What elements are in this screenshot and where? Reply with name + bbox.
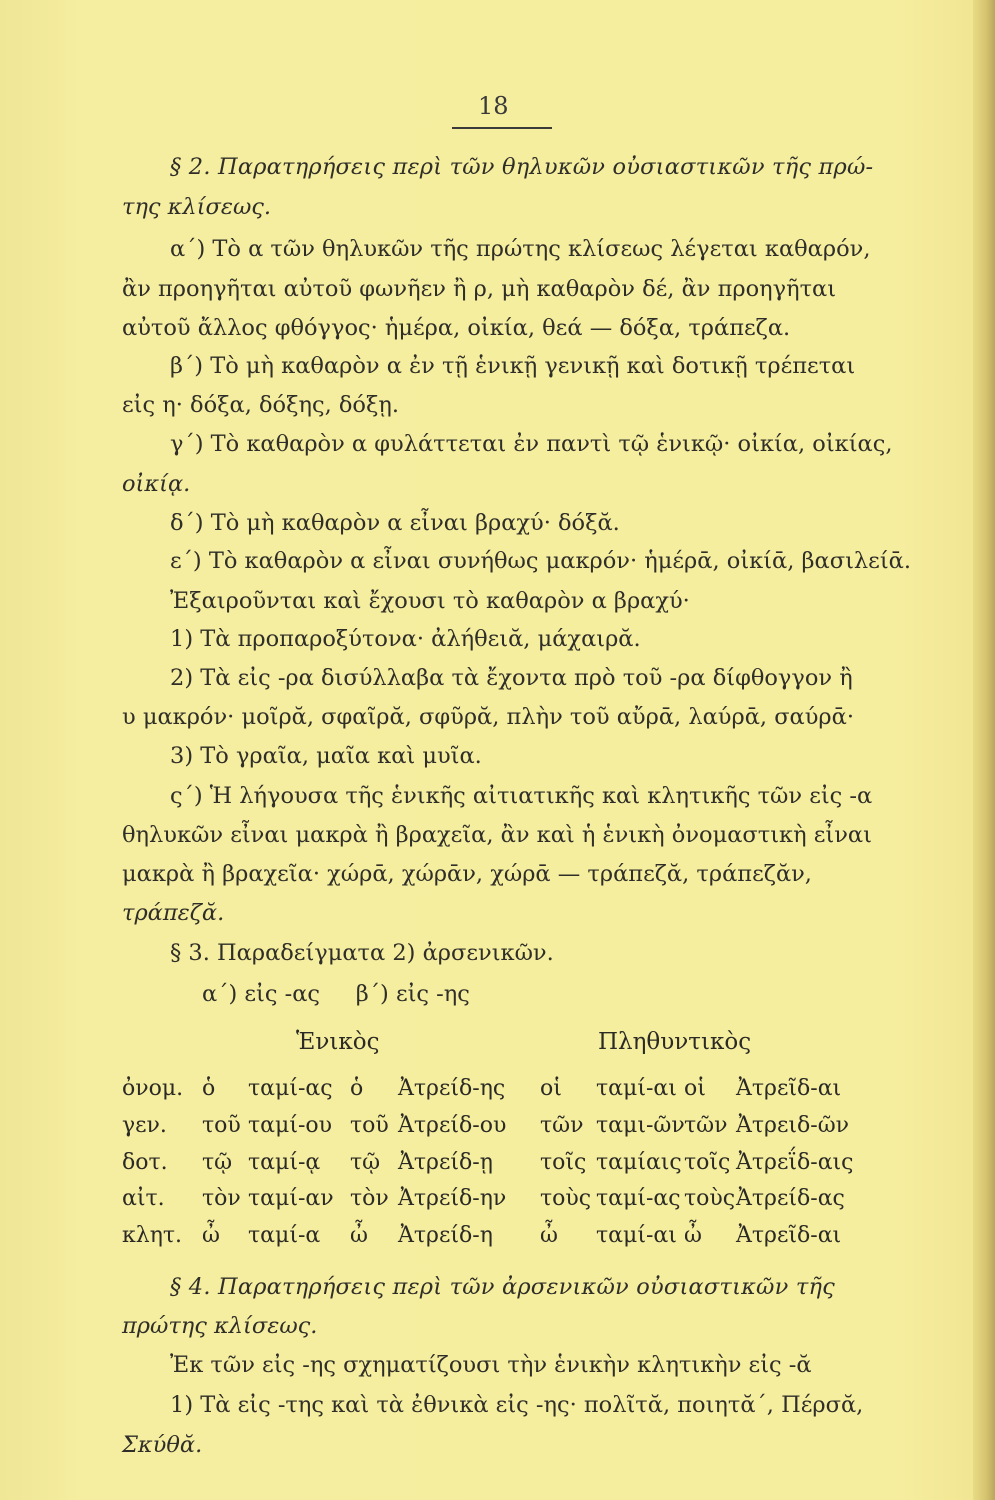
article: ὦ [350, 1223, 368, 1248]
article: ὁ [202, 1076, 216, 1101]
article: τοὺς [684, 1186, 736, 1211]
para-c-line-1: γ΄) Τὸ καθαρὸν α φυλάττεται ἐν παντὶ τῷ ἑνικῷ· οἰκία, οἰκίας, [170, 431, 893, 457]
para-e-line-1: ε΄) Τὸ καθαρὸν α εἶναι συνήθως μακρόν· ἡμέρᾱ, οἰκίᾱ, βασιλείᾱ. [170, 548, 911, 574]
article: τοῖς [684, 1150, 731, 1175]
section-2-title-line-1: § 2. Παρατηρήσεις περὶ τῶν θηλυκῶν οὐσιαστικῶν τῆς πρώ- [170, 154, 874, 180]
para-e-item-3: 3) Τὸ γραῖα, μαῖα καὶ μυῖα. [170, 743, 482, 769]
article: τοῖς [540, 1150, 587, 1175]
noun-form: ταμί-ου [248, 1113, 333, 1138]
article: τῶν [540, 1113, 584, 1138]
article: τῷ [202, 1150, 233, 1175]
page-edge [973, 0, 995, 1500]
article: τῷ [350, 1150, 381, 1175]
para-b-line-1: β΄) Τὸ μὴ καθαρὸν α ἐν τῇ ἑνικῇ γενικῇ καὶ δοτικῇ τρέπεται [170, 353, 856, 379]
noun-form: Ἀτρείδ-ου [398, 1113, 507, 1138]
article: τοῦ [350, 1113, 389, 1138]
noun-form: ταμί-ᾳ [248, 1150, 321, 1175]
para-a-line-2: ἂν προηγῆται αὐτοῦ φωνῆεν ἢ ρ, μὴ καθαρὸν δέ, ἂν προηγῆται [122, 276, 837, 302]
section-3-title: § 3. Παραδείγματα 2) ἀρσενικῶν. [170, 940, 554, 966]
para-d-line-1: δ΄) Τὸ μὴ καθαρὸν α εἶναι βραχύ· δόξᾰ. [170, 510, 620, 536]
noun-form: Ἀτρείδ-ην [398, 1186, 507, 1211]
page-number: 18 [478, 92, 509, 120]
article: ὦ [540, 1223, 558, 1248]
article: οἱ [684, 1076, 706, 1101]
noun-form: ταμί-α [248, 1223, 321, 1248]
section-4-title-line-1: § 4. Παρατηρήσεις περὶ τῶν ἀρσενικῶν οὐσιαστικῶν τῆς [170, 1274, 835, 1300]
para-f-line-2: θηλυκῶν εἶναι μακρὰ ἢ βραχεῖα, ἂν καὶ ἡ ἑνικὴ ὀνομαστικὴ εἶναι [122, 822, 872, 848]
article: ὦ [684, 1223, 702, 1248]
para-a-line-1: α΄) Τὸ α τῶν θηλυκῶν τῆς πρώτης κλίσεως λέγεται καθαρόν, [170, 236, 871, 262]
noun-form: Ἀτρείδ-ης [398, 1076, 506, 1101]
section-4-title-line-2: πρώτης κλίσεως. [122, 1313, 318, 1339]
section-4-line-1: Ἐκ τῶν εἰς -ης σχηματίζουσι τὴν ἑνικὴν κλητικὴν εἰς -ᾰ [170, 1352, 812, 1378]
noun-form: ταμί-ας [248, 1076, 333, 1101]
article: τῶν [684, 1113, 728, 1138]
article: τοῦ [202, 1113, 241, 1138]
noun-form: Ἀτρείδ-ας [736, 1186, 845, 1211]
para-f-line-3: μακρὰ ἢ βραχεῖα· χώρᾱ, χώρᾱν, χώρᾱ — τράπεζᾰ, τράπεζᾰν, [122, 861, 812, 887]
page-number-rule [452, 127, 552, 129]
noun-form: Ἀτρεῖδ-αι [736, 1223, 842, 1248]
case-label: κλητ. [122, 1223, 183, 1248]
noun-form: ταμίαις [596, 1150, 682, 1175]
article: τοὺς [540, 1186, 592, 1211]
case-label: δοτ. [122, 1150, 168, 1175]
column-plural-heading: Πληθυντικὸς [598, 1029, 752, 1055]
noun-form: ταμι-ῶν [596, 1113, 685, 1138]
noun-form: ταμί-αι [596, 1223, 677, 1248]
para-e-line-2: Ἐξαιροῦνται καὶ ἔχουσι τὸ καθαρὸν α βραχύ· [170, 588, 690, 614]
noun-form: Ἀτρεῖδ-αι [736, 1076, 842, 1101]
article: οἱ [540, 1076, 562, 1101]
article: τὸν [202, 1186, 241, 1211]
noun-form: Ἀτρεΐδ-αις [736, 1150, 854, 1175]
noun-form: Ἀτρείδ-η [398, 1223, 493, 1248]
section-2-title-line-2: της κλίσεως. [122, 194, 272, 220]
para-e-item-1: 1) Τὰ προπαροξύτονα· ἀλήθειᾰ, μάχαιρᾰ. [170, 626, 641, 652]
case-label: γεν. [122, 1113, 167, 1138]
article: τὸν [350, 1186, 389, 1211]
para-e-item-2-line-1: 2) Τὰ εἰς -ρα δισύλλαβα τὰ ἔχοντα πρὸ τοῦ -ρα δίφθογγον ἢ [170, 665, 853, 691]
section-3-subheadings: α΄) εἰς -ας β΄) εἰς -ης [202, 981, 470, 1007]
column-singular-heading: Ἑνικὸς [296, 1029, 380, 1055]
case-label: αἰτ. [122, 1186, 165, 1211]
para-c-line-2: οἰκίᾳ. [122, 471, 191, 497]
article: ὦ [202, 1223, 220, 1248]
noun-form: Ἀτρείδ-ῃ [398, 1150, 493, 1175]
para-a-line-3: αὐτοῦ ἄλλος φθόγγος· ἡμέρα, οἰκία, θεά — δόξα, τράπεζα. [122, 315, 791, 341]
case-label: ὀνομ. [122, 1076, 184, 1101]
section-4-line-3: Σκύθᾰ. [122, 1432, 203, 1458]
noun-form: ταμί-αν [248, 1186, 334, 1211]
noun-form: ταμί-ας [596, 1186, 681, 1211]
article: ὁ [350, 1076, 364, 1101]
noun-form: Ἀτρειδ-ῶν [736, 1113, 850, 1138]
para-f-line-4: τράπεζᾰ. [122, 900, 225, 926]
para-b-line-2: εἰς η· δόξα, δόξης, δόξῃ. [122, 392, 399, 418]
section-4-line-2: 1) Τὰ εἰς -της καὶ τὰ ἐθνικὰ εἰς -ης· πολῖτᾰ, ποιητᾰ΄, Πέρσᾰ, [170, 1392, 864, 1418]
para-f-line-1: ς΄) Ἡ λήγουσα τῆς ἑνικῆς αἰτιατικῆς καὶ κλητικῆς τῶν εἰς -α [170, 783, 873, 809]
para-e-item-2-line-2: υ μακρόν· μοῖρᾰ, σφαῖρᾰ, σφῦρᾰ, πλὴν τοῦ αὔρᾱ, λαύρᾱ, σαύρᾱ· [122, 704, 854, 730]
noun-form: ταμί-αι [596, 1076, 677, 1101]
